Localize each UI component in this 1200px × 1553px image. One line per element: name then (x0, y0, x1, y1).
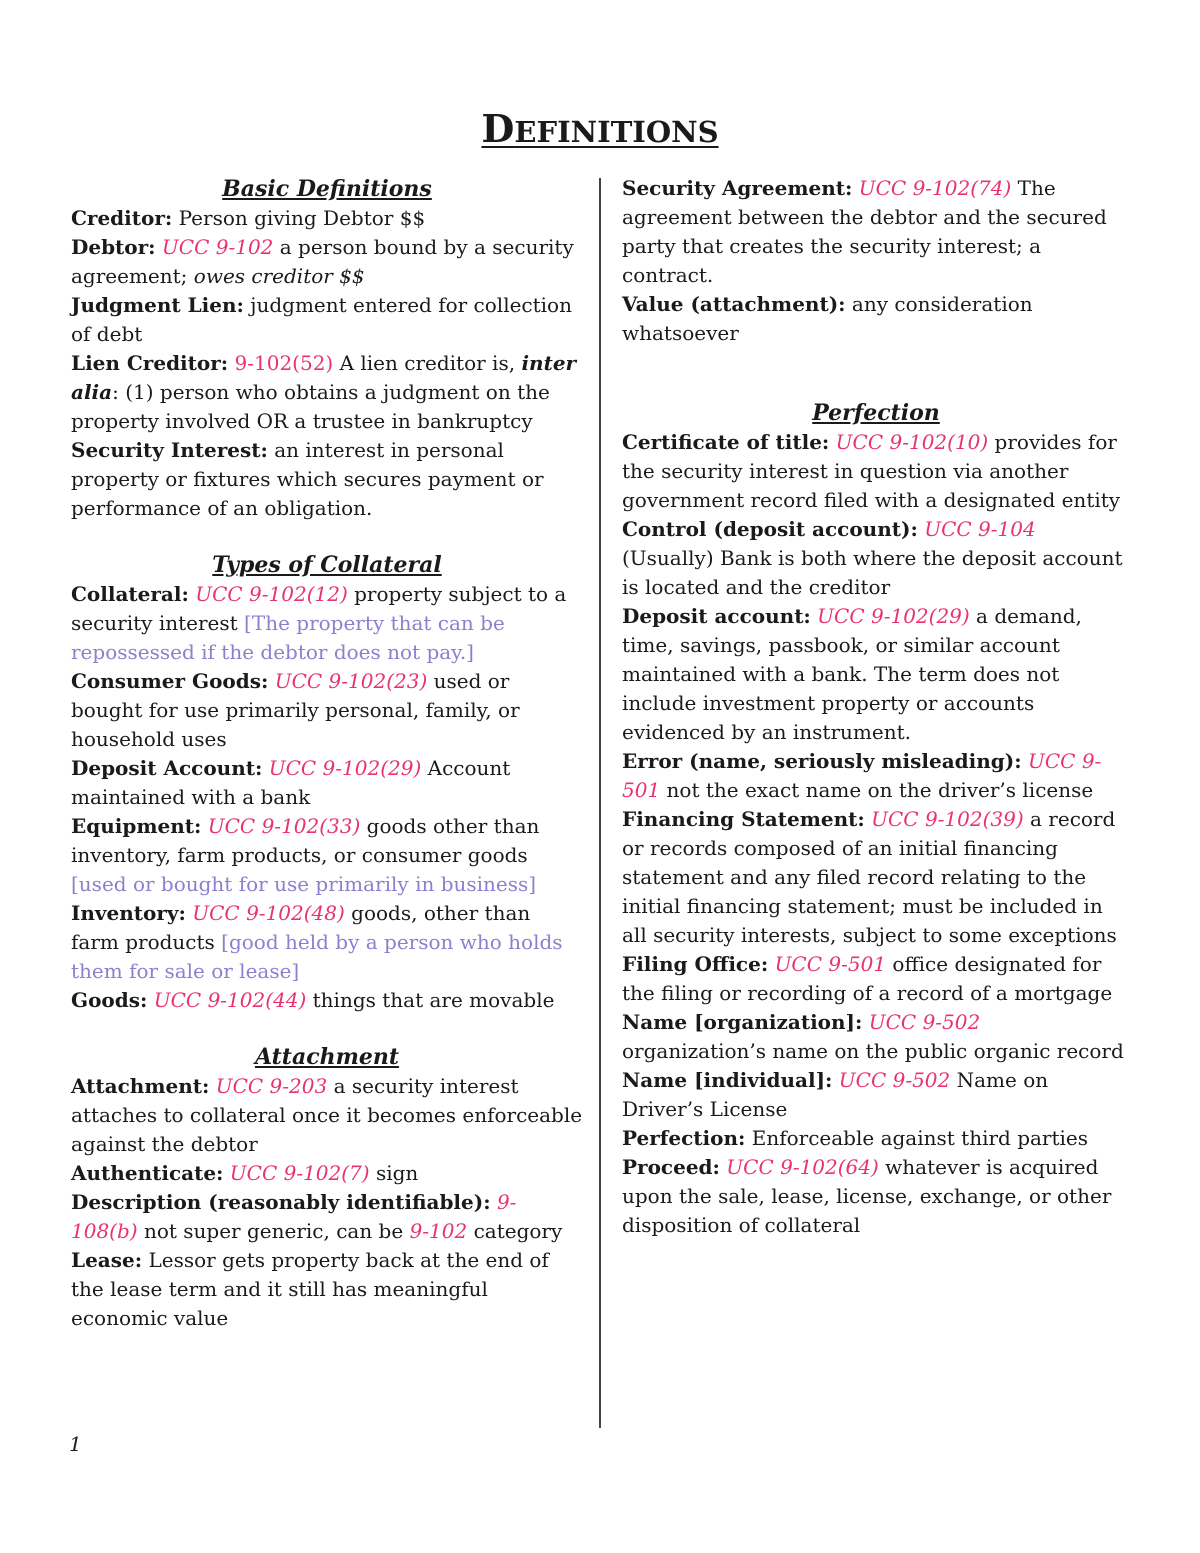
term: Collateral: (71, 582, 189, 606)
definition-judgment-lien: Judgment Lien: judgment entered for collection of debt (71, 293, 572, 346)
term: Attachment: (71, 1074, 210, 1098)
definition-value-attachment: Value (attachment): any consideration whatsoever (622, 292, 1033, 345)
term: Certificate of title: (622, 430, 830, 454)
definition-error-name: Error (name, seriously misleading): UCC 9-501 not the exact name on the driver’s license (622, 749, 1102, 802)
definition-goods: Goods: UCC 9-102(44) things that are movable (71, 988, 555, 1012)
term: Deposit Account: (71, 756, 263, 780)
term: Error (name, seriously misleading): (622, 749, 1022, 773)
section-title-basic-definitions: Basic Definitions (222, 176, 432, 202)
ucc-reference: UCC 9-502 (838, 1068, 951, 1092)
ucc-reference: 9-108(b) (71, 1190, 517, 1243)
ucc-reference: UCC 9-102(74) (858, 176, 1012, 200)
definition-consumer-goods: Consumer Goods: UCC 9-102(23) used or bought for use primarily personal, family, or household uses (71, 669, 520, 751)
definition-debtor: Debtor: UCC 9-102 a person bound by a security agreement; owes creditor $$ (71, 235, 574, 288)
ucc-reference: UCC 9-102(64) (726, 1155, 879, 1179)
term: Goods: (71, 988, 148, 1012)
ucc-reference: UCC 9-102(23) (274, 669, 428, 693)
left-column (71, 174, 583, 1333)
ucc-reference: UCC 9-102(7) (229, 1161, 370, 1185)
section-title-perfection: Perfection (812, 400, 940, 426)
ucc-reference: UCC 9-502 (868, 1010, 981, 1034)
ucc-reference: UCC 9-203 (215, 1074, 328, 1098)
definition-name-individual: Name [individual]: UCC 9-502 Name on Driver’s License (622, 1068, 1049, 1121)
note: [The property that can be repossessed if the debtor does not pay.] (71, 611, 505, 664)
ucc-reference: 9-102 (409, 1219, 468, 1243)
ucc-reference: 9-102(52) (234, 351, 334, 375)
right-column (622, 174, 1130, 1240)
term: Creditor: (71, 206, 173, 230)
definition-description: Description (reasonably identifiable): 9-108(b) not super generic, can be 9-102 category (71, 1190, 563, 1243)
ucc-reference: UCC 9-102(12) (195, 582, 348, 606)
ucc-reference: UCC 9-104 (924, 517, 1036, 541)
definition-collateral: Collateral: UCC 9-102(12) property subject to a security interest [The property that can be repossessed if the debtor does not pay.] (71, 582, 567, 664)
term: Security Agreement: (622, 176, 853, 200)
term: Debtor: (71, 235, 156, 259)
definition-certificate-of-title: Certificate of title: UCC 9-102(10) provides for the security interest in question via another government record filed with a designated entity (622, 430, 1121, 512)
ucc-reference: UCC 9-501 (622, 749, 1102, 802)
term: Filing Office: (622, 952, 769, 976)
definition-lien-creditor: Lien Creditor: 9-102(52) A lien creditor is, inter alia: (1) person who obtains a judgment on the property involved OR a trustee in bankruptcy (71, 351, 577, 433)
definition-deposit-account-perfection: Deposit account: UCC 9-102(29) a demand, time, savings, passbook, or similar account maintained with a bank. The term does not include investment property or accounts evidenced by an instrument. (622, 604, 1082, 744)
term: Name [individual]: (622, 1068, 833, 1092)
definition-lease: Lease: Lessor gets property back at the end of the lease term and it still has meaningful economic value (71, 1248, 549, 1330)
definition-control-deposit-account: Control (deposit account): UCC 9-104 (Usually) Bank is both where the deposit account is located and the creditor (622, 517, 1123, 599)
term: Financing Statement: (622, 807, 865, 831)
definition-creditor: Creditor: Person giving Debtor $$ (71, 206, 426, 230)
definition-deposit-account: Deposit Account: UCC 9-102(29) Account maintained with a bank (71, 756, 511, 809)
ucc-reference: UCC 9-102 (161, 235, 274, 259)
term: Deposit account: (622, 604, 811, 628)
ucc-reference: UCC 9-102(29) (817, 604, 970, 628)
note: [good held by a person who holds them for sale or lease] (71, 930, 563, 983)
term: Consumer Goods: (71, 669, 269, 693)
definition-filing-office: Filing Office: UCC 9-501 office designated for the filing or recording of a record of a mortgage (622, 952, 1113, 1005)
definition-name-organization: Name [organization]: UCC 9-502 organization’s name on the public organic record (622, 1010, 1124, 1063)
ucc-reference: UCC 9-102(39) (871, 807, 1024, 831)
ucc-reference: UCC 9-102(29) (268, 756, 422, 780)
term: Lease: (71, 1248, 143, 1272)
ucc-reference: UCC 9-102(48) (192, 901, 345, 925)
term: Security Interest: (71, 438, 268, 462)
ucc-reference: UCC 9-501 (774, 952, 887, 976)
definition-financing-statement: Financing Statement: UCC 9-102(39) a record or records composed of an initial financing statement and any filed record relating to the initial financing statement; must be included in all security interests, subject to some exceptions (622, 807, 1117, 947)
definition-security-agreement: Security Agreement: UCC 9-102(74) The agreement between the debtor and the secured party that creates the security interest; a contract. (622, 176, 1107, 287)
definition-equipment: Equipment: UCC 9-102(33) goods other than inventory, farm products, or consumer goods [used or bought for use primarily in business] (71, 814, 540, 896)
term: Perfection: (622, 1126, 746, 1150)
definition-perfection: Perfection: Enforceable against third parties (622, 1126, 1089, 1150)
term: Inventory: (71, 901, 186, 925)
term: Authenticate: (71, 1161, 224, 1185)
term: Lien Creditor: (71, 351, 229, 375)
term: Value (attachment): (622, 292, 846, 316)
definition-proceed: Proceed: UCC 9-102(64) whatever is acquired upon the sale, lease, license, exchange, or other disposition of collateral (622, 1155, 1112, 1237)
ucc-reference: UCC 9-102(33) (207, 814, 361, 838)
term: Judgment Lien: (71, 293, 244, 317)
definition-authenticate: Authenticate: UCC 9-102(7) sign (71, 1161, 419, 1185)
definition-security-interest: Security Interest: an interest in personal property or fixtures which secures payment or performance of an obligation. (71, 438, 544, 520)
page-title: DEFINITIONS (481, 106, 719, 151)
term: Description (reasonably identifiable): (71, 1190, 491, 1214)
section-title-types-of-collateral: Types of Collateral (212, 552, 442, 578)
definition-inventory: Inventory: UCC 9-102(48) goods, other than farm products [good held by a person who holds them for sale or lease] (71, 901, 563, 983)
page-number: 1 (69, 1432, 82, 1456)
term: Equipment: (71, 814, 202, 838)
term: Control (deposit account): (622, 517, 918, 541)
definition-attachment: Attachment: UCC 9-203 a security interest attaches to collateral once it becomes enforceable against the debtor (71, 1074, 583, 1156)
column-divider (599, 178, 601, 1428)
term: Name [organization]: (622, 1010, 863, 1034)
ucc-reference: UCC 9-102(10) (835, 430, 989, 454)
term: Proceed: (622, 1155, 720, 1179)
note: [used or bought for use primarily in business] (71, 872, 537, 896)
ucc-reference: UCC 9-102(44) (153, 988, 307, 1012)
section-title-attachment: Attachment (254, 1044, 400, 1070)
